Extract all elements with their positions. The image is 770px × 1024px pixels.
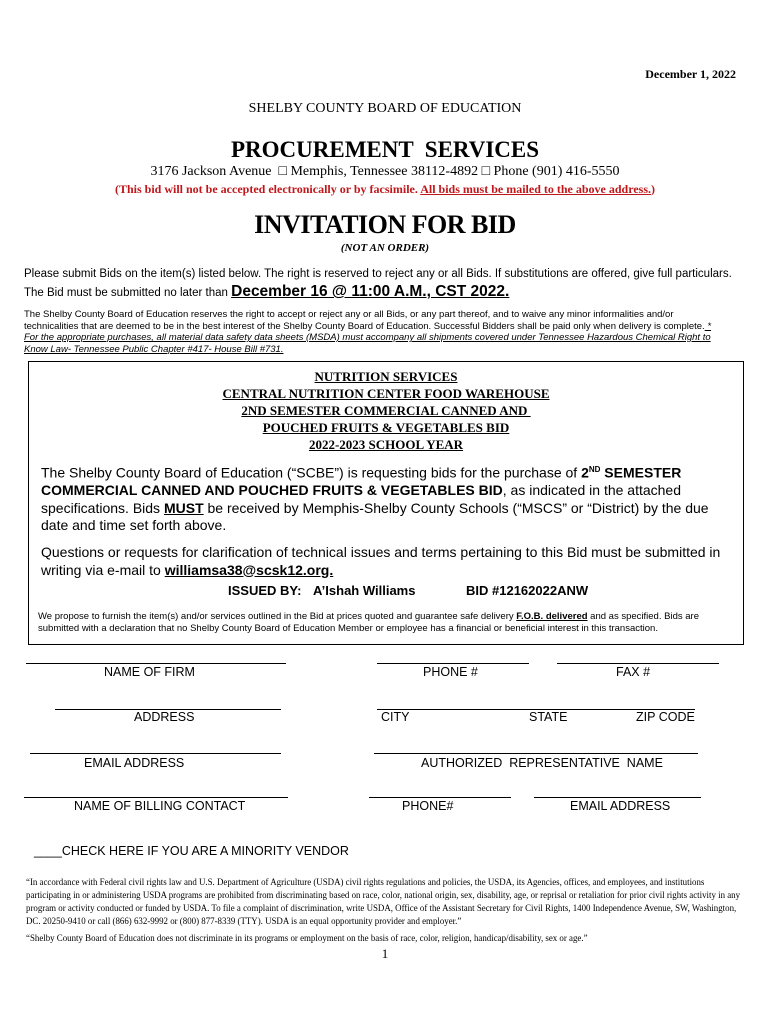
authorized-rep-label: AUTHORIZED REPRESENTATIVE NAME [421,756,663,770]
minority-vendor-line [34,844,349,858]
request-text: , as indicated in the attached specifications. Bids [41,482,681,516]
reserve-text: The Shelby County Board of Education reserves the right to accept or reject any or all Bids, or any part thereof, and to waive any minor informalities and/or technicalities that are deemed to be in the best interest of the Shelby County Board of Education. Successful Bidders shall be paid only when delivery is complete. [24,309,705,332]
state-label: STATE [529,710,568,724]
bid-number: BID #12162022ANW [466,583,589,598]
box-heading-line: POUCHED FRUITS & VEGETABLES BID [262,420,510,435]
request-paragraph [41,461,737,535]
billing-phone-field[interactable] [369,797,511,798]
propose-text: and as specified. Bids are submitted with a declaration that no Shelby County Board of Education Member or employee has a financial or beneficial interest in this transaction. [38,611,699,634]
request-semester: 2 [581,464,589,481]
not-an-order: (NOT AN ORDER) [340,242,430,254]
billing-contact-label: NAME OF BILLING CONTACT [74,799,246,813]
email-address-label: EMAIL ADDRESS [84,756,185,770]
propose-text: We propose to furnish the item(s) and/or services outlined in the Bid at prices quoted and guarantee safe delivery [38,611,517,622]
box-heading [28,368,744,453]
name-of-firm-label: NAME OF FIRM [104,665,195,679]
document-date: December 1, 2022 [645,67,736,81]
box-heading-line: 2022-2023 SCHOOL YEAR [308,437,464,452]
questions-paragraph [41,544,737,579]
email-address-field[interactable] [30,753,281,754]
deadline-prefix: The Bid must be submitted no later than [24,287,232,299]
minority-vendor-checkbox[interactable]: ____ [34,844,62,858]
invitation-title: INVITATION FOR BID [254,210,516,239]
mail-only-warning [0,182,770,197]
deadline-line [24,283,509,301]
department-address: 3176 Jackson Avenue □ Memphis, Tennessee 38112-4892 □ Phone (901) 416-5550 [150,164,620,179]
billing-phone-label: PHONE# [402,799,454,813]
issued-by-label: ISSUED BY: [228,583,302,598]
request-bid-name: SEMESTER COMMERCIAL CANNED AND POUCHED FRUITS & VEGETABLES BID [41,464,682,499]
request-semester-suffix: ND [588,465,601,474]
department-title: PROCUREMENT SERVICES [230,137,540,162]
warning-close: ) [651,182,655,196]
box-heading-line: NUTRITION SERVICES [314,369,458,384]
msda-text: * For the appropriate purchases, all material data safety data sheets (MSDA) must accompany all shipments covered under Tennessee Hazardous Chemical Right to Know Law- Tennessee Public Chapter #417- House Bill #731. [24,320,712,355]
fob-delivered: F.O.B. delivered [516,611,588,622]
questions-text: Questions or requests for clarification of technical issues and terms pertaining to this Bid must be submitted in writing via e-mail to [41,544,721,578]
request-text: The Shelby County Board of Education (“SCBE”) is requesting bids for the purchase of [41,464,582,481]
city-label: CITY [381,710,410,724]
phone-label: PHONE # [423,665,478,679]
nondiscrimination-statement: “Shelby County Board of Education does not discriminate in its programs or employment on the basis of race, color, religion, handicap/disability, sex or age.” [26,933,588,943]
billing-email-field[interactable] [534,797,701,798]
phone-field[interactable] [377,663,529,664]
deadline-value: December 16 @ 11:00 A.M., CST 2022. [231,283,510,300]
request-must: MUST [163,499,204,516]
organization-name: SHELBY COUNTY BOARD OF EDUCATION [248,101,522,116]
authorized-rep-field[interactable] [374,753,698,754]
usda-statement: “In accordance with Federal civil rights law and U.S. Department of Agriculture (USDA) civil rights regulations and policies, the USDA, its Agencies, offices, and employees, and institutions participating in or administering USDA programs are prohibited from discriminating based on race, color, national origin, sex, disability, age, or reprisal or retaliation for prior civil rights activity in any program or activity conducted or funded by USDA. To file a complaint of discrimination, write USDA, Office of the Assistant Secretary for Civil Rights, 1400 Independence Avenue, SW, Washington, DC. 20250-9410 or call (866) 632-9992 or (800) 877-8339 (TTY). USDA is an equal opportunity provider and employer.” [26,877,741,926]
reserve-paragraph [24,309,724,355]
name-of-firm-field[interactable] [26,663,286,664]
request-text: be received by Memphis-Shelby County Schools (“MSCS” or “District) by the due date and time set forth above. [41,499,709,534]
zip-label: ZIP CODE [636,710,695,724]
box-heading-line: CENTRAL NUTRITION CENTER FOOD WAREHOUSE [222,386,550,401]
intro-text: Please submit Bids on the item(s) listed below. The right is reserved to reject any or all Bids. If substitutions are offered, give full particulars. [24,268,732,280]
billing-contact-field[interactable] [24,797,288,798]
billing-email-label: EMAIL ADDRESS [570,799,671,813]
box-heading-line: 2ND SEMESTER COMMERCIAL CANNED AND [241,403,531,418]
propose-paragraph [38,611,738,635]
page-number: 1 [381,946,389,961]
warning-mail-address: All bids must be mailed to the above address. [420,182,651,196]
fax-label: FAX # [616,665,651,679]
contact-email-link[interactable]: williamsa38@scsk12.org. [164,561,334,578]
issued-by-name: A’Ishah Williams [313,583,416,598]
minority-vendor-label: CHECK HERE IF YOU ARE A MINORITY VENDOR [61,844,349,858]
fax-field[interactable] [557,663,719,664]
warning-text: (This bid will not be accepted electronically or by facsimile. [114,182,421,196]
address-label: ADDRESS [134,710,195,724]
